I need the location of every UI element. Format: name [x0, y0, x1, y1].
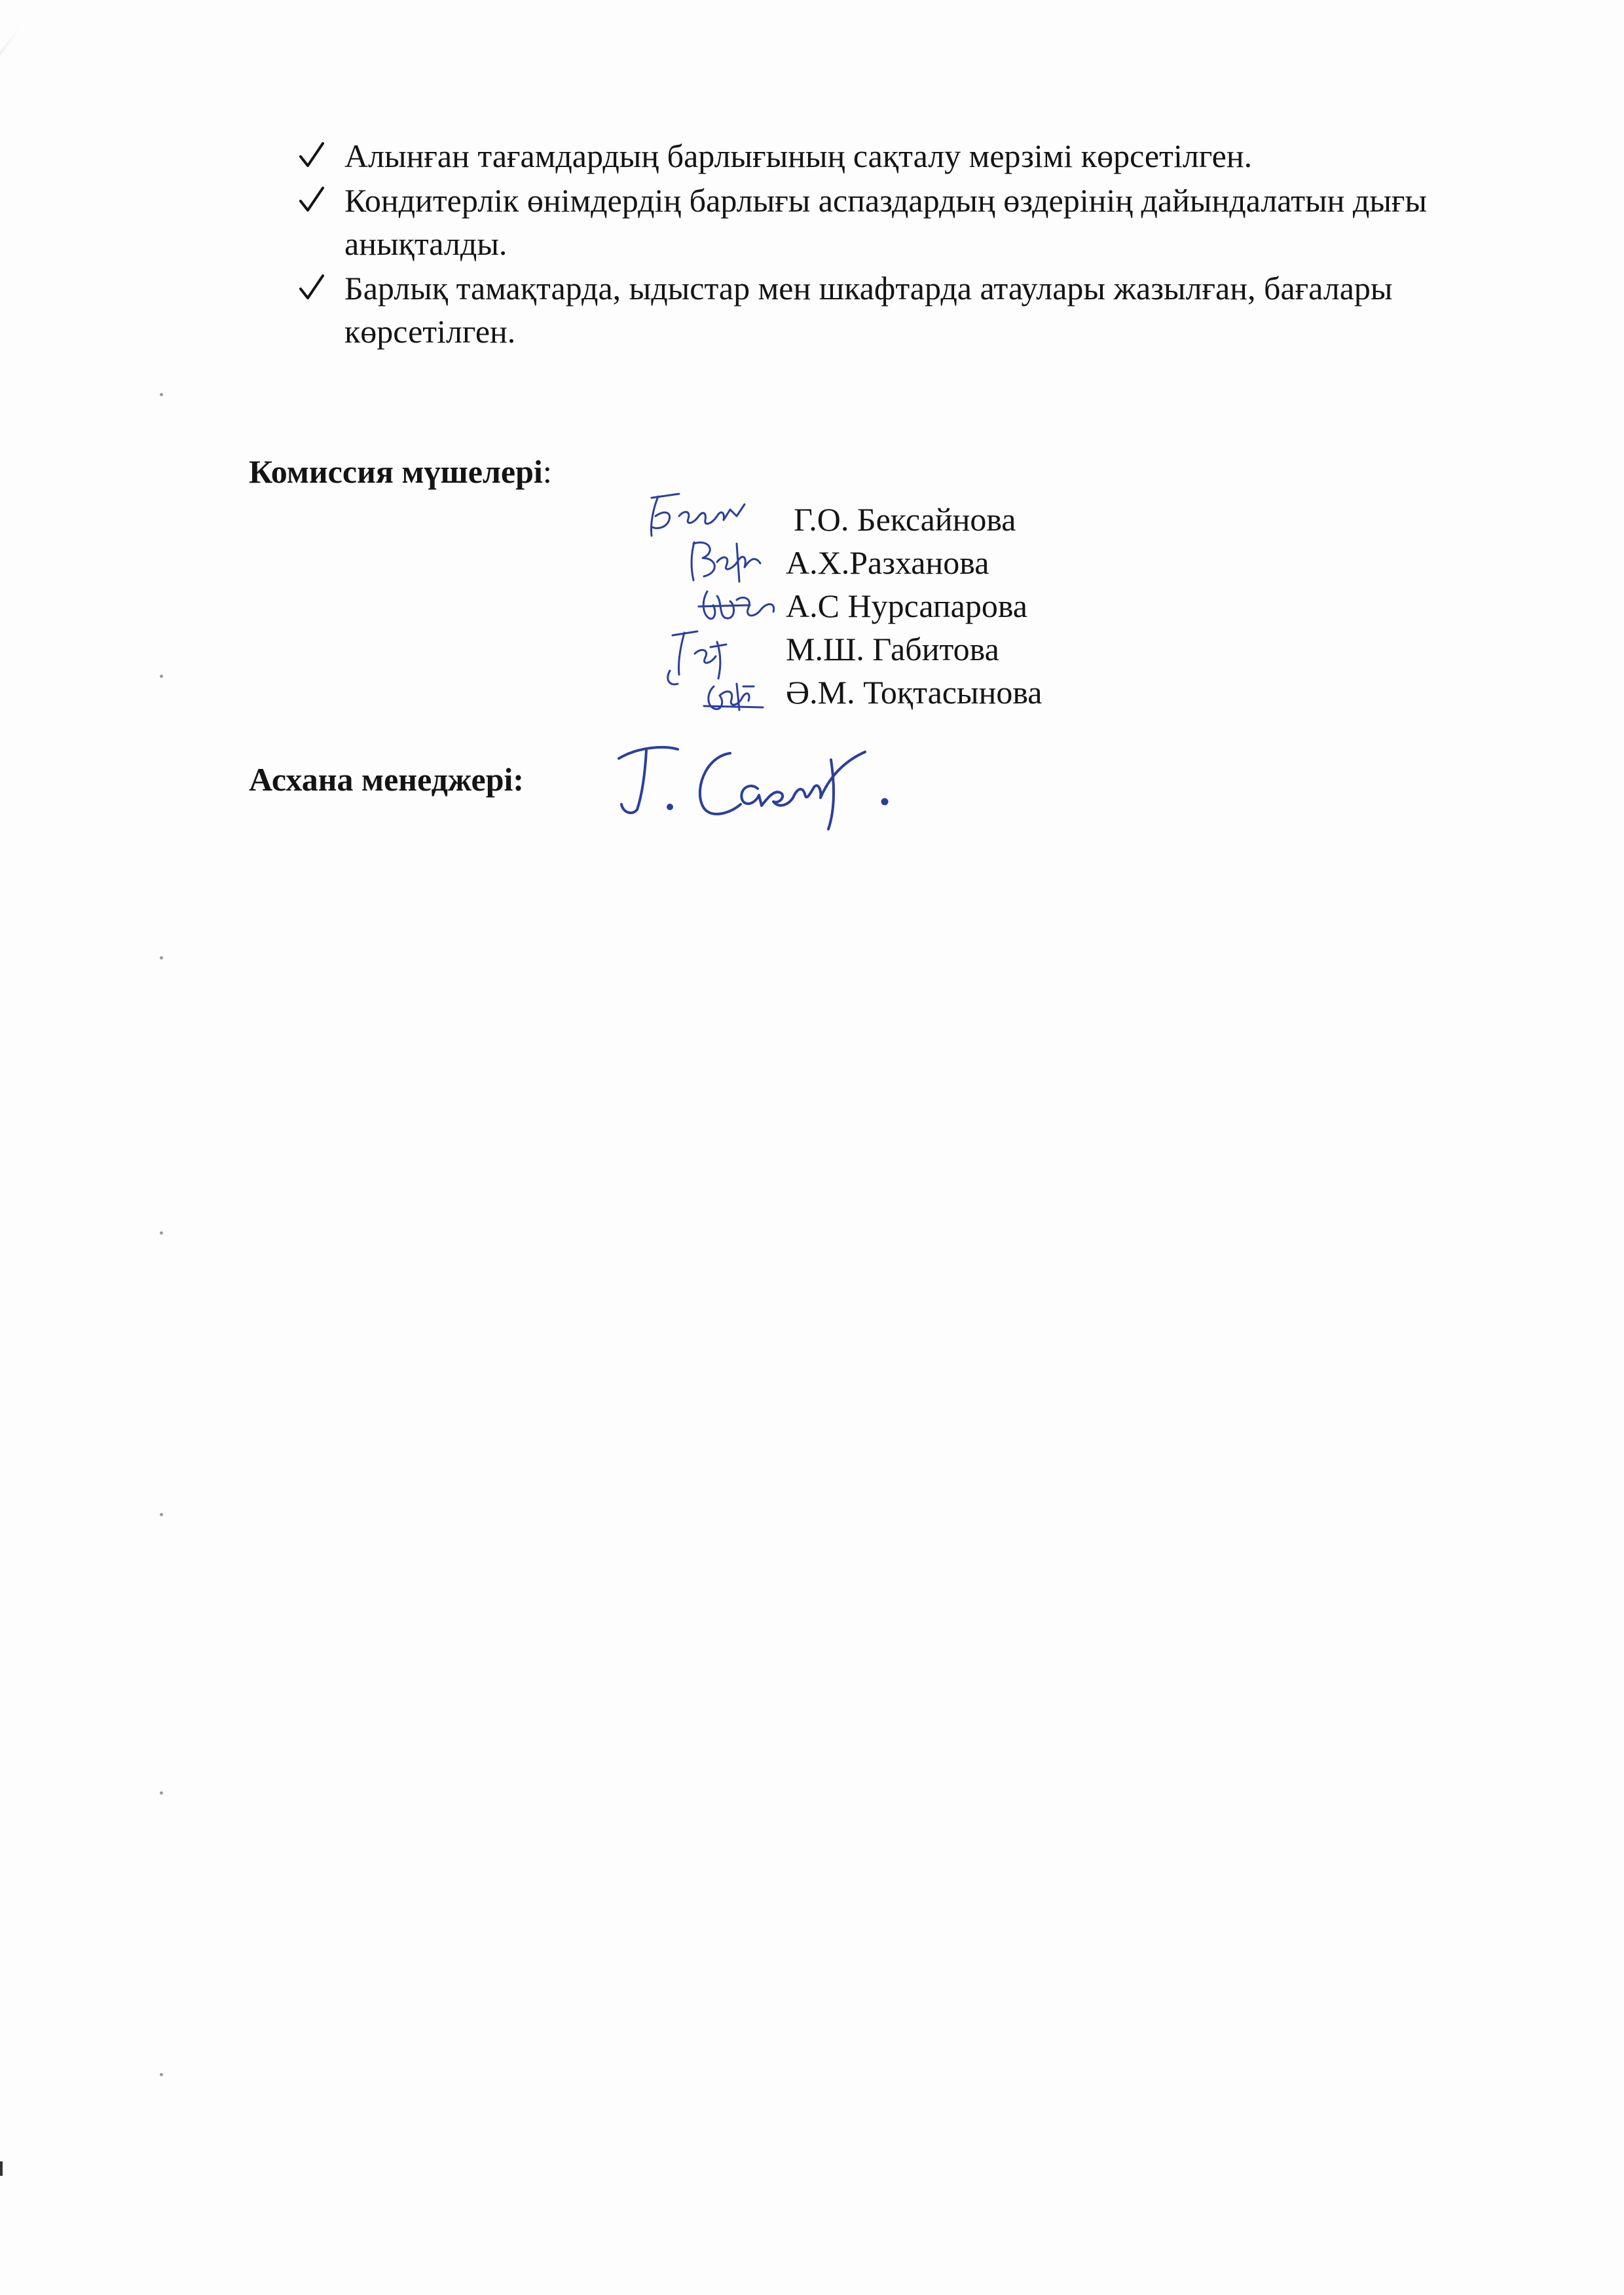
member-name: Ә.М. Тоқтасынова	[786, 674, 1043, 711]
scan-dot	[160, 2073, 163, 2076]
scan-dot	[160, 1513, 163, 1516]
scan-dot	[160, 675, 163, 678]
scan-dot	[160, 1231, 163, 1235]
member-list	[786, 498, 1042, 714]
commission-heading	[249, 452, 552, 491]
checklist	[293, 134, 1551, 354]
scan-dot	[160, 393, 163, 396]
member-name: А.Х.Разханова	[786, 544, 989, 581]
check-icon	[299, 185, 325, 214]
member-signatures	[638, 490, 789, 719]
member-name: М.Ш. Габитова	[786, 631, 999, 667]
commission-heading-text: Комиссия мүшелері	[249, 453, 543, 490]
member-name: Г.О. Бексайнова	[794, 501, 1016, 538]
checklist-item	[293, 134, 1551, 177]
checklist-item	[293, 179, 1551, 265]
checklist-item-text: Кондитерлік өнімдердің барлығы аспаздардың өздерінің дайындалатын дығы анықталды.	[344, 182, 1428, 262]
member-name: А.С Нурсапарова	[786, 588, 1027, 624]
scan-edge-mark	[0, 2161, 3, 2176]
scan-dot	[160, 956, 163, 960]
commission-heading-colon: :	[542, 453, 552, 490]
checklist-item-text: Алынған тағамдардың барлығының сақталу мерзімі көрсетілген.	[344, 138, 1253, 174]
checklist-item	[293, 267, 1551, 353]
manager-signature	[606, 734, 894, 832]
check-icon	[299, 273, 325, 302]
scan-artifact-line	[0, 26, 22, 214]
check-icon	[299, 141, 325, 170]
scan-dot	[160, 1791, 163, 1795]
manager-label: Асхана менеджері:	[249, 761, 525, 798]
checklist-item-text: Барлық тамақтарда, ыдыстар мен шкафтарда атаулары жазылған, бағалары көрсетілген.	[344, 270, 1393, 350]
